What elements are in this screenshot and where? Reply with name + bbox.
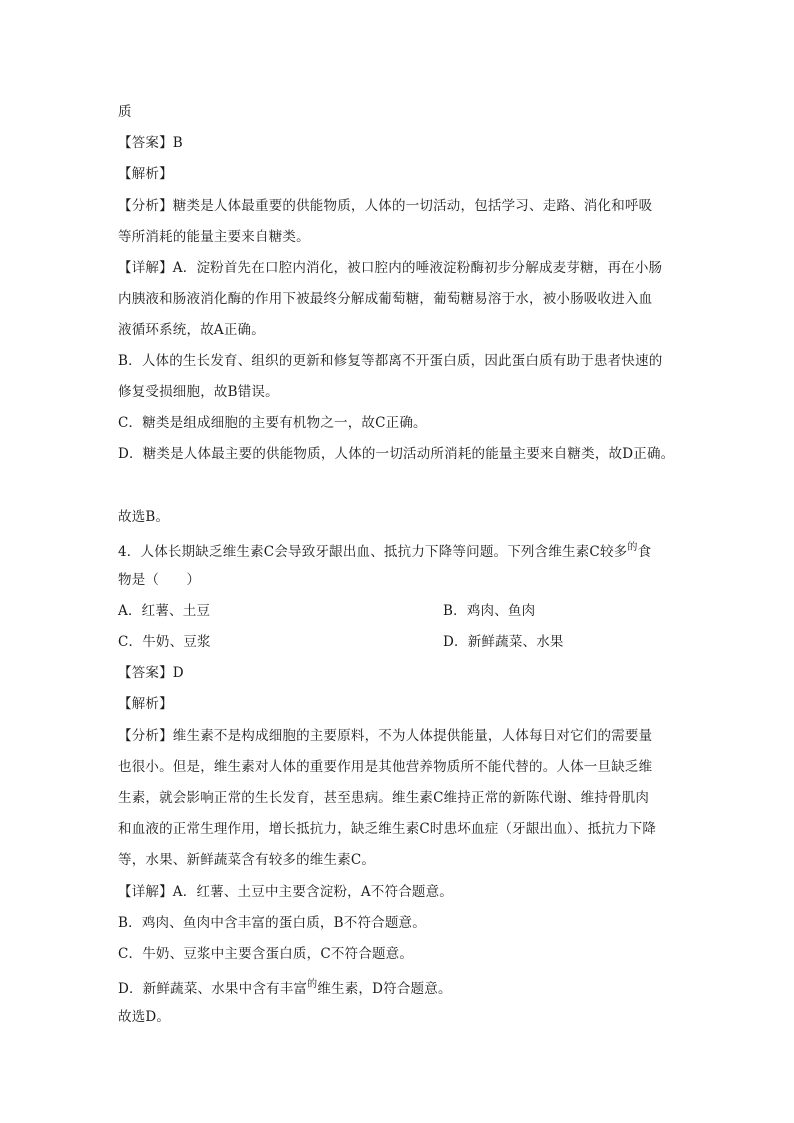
q4-xiangjie-line-1: 【详解】A．红薯、土豆中主要含淀粉，A不符合题意。 — [118, 884, 453, 900]
q3-answer: 【答案】B — [118, 135, 183, 151]
q3-analysis-heading: 【解析】 — [118, 166, 173, 182]
q4-conclusion: 故选D。 — [118, 1009, 171, 1025]
q4-analysis-heading: 【解析】 — [118, 696, 173, 712]
q4-xiangjie-line-4 — [118, 979, 452, 1001]
q3-xiangjie-line-5: 修复受损细胞，故B错误。 — [118, 384, 279, 400]
q4-option-a: A．红薯、土豆 — [118, 603, 211, 619]
q3-xiangjie-line-7: D．糖类是人体最主要的供能物质，人体的一切活动所消耗的能量主要来自糖类，故D正确。 — [118, 446, 675, 462]
q4-xiangjie-line-3: C．牛奶、豆浆中主要含蛋白质，C不符合题意。 — [118, 946, 414, 962]
q4-option-b: B．鸡肉、鱼肉 — [443, 603, 536, 619]
q4-option-d: D．新鲜蔬菜、水果 — [443, 634, 564, 650]
q4-xiangjie-d-tail: 维生素，D符合题意。 — [317, 981, 452, 997]
q4-fenxi-line-2: 也很小。但是，维生素对人体的重要作用是其他营养物质所不能代替的。人体一旦缺乏维 — [118, 759, 653, 775]
q4-xiangjie-line-2: B．鸡肉、鱼肉中含丰富的蛋白质，B不符合题意。 — [118, 915, 426, 931]
q4-stem-superscript: 的 — [627, 542, 638, 553]
q4-stem-tail: 食 — [637, 544, 652, 560]
q4-stem-text: 4．人体长期缺乏维生素C会导致牙龈出血、抵抗力下降等问题。下列含维生素C较多 — [118, 544, 628, 560]
q3-fenxi-line-1: 【分析】糖类是人体最重要的供能物质，人体的一切活动，包括学习、走路、消化和呼吸 — [118, 198, 653, 214]
q3-xiangjie-line-4: B．人体的生长发育、组织的更新和修复等都离不开蛋白质，因此蛋白质有助于患者快速的 — [118, 353, 663, 369]
q3-xiangjie-line-1: 【详解】A．淀粉首先在口腔内消化，被口腔内的唾液淀粉酶初步分解成麦芽糖，再在小肠 — [118, 260, 663, 276]
q4-option-c: C．牛奶、豆浆 — [118, 634, 211, 650]
previous-question-tail: 质 — [118, 104, 132, 120]
q4-fenxi-line-1: 【分析】维生素不是构成细胞的主要原料，不为人体提供能量，人体每日对它们的需要量 — [118, 728, 653, 744]
q4-fenxi-line-4: 和血液的正常生理作用，增长抵抗力，缺乏维生素C时患坏血症（牙龈出血）、抵抗力下降 — [118, 821, 657, 837]
q3-xiangjie-line-6: C．糖类是组成细胞的主要有机物之一，故C正确。 — [118, 415, 427, 431]
q4-xiangjie-d-text: D．新鲜蔬菜、水果中含有丰富 — [118, 981, 308, 997]
q4-fenxi-line-5: 等，水果、新鲜蔬菜含有较多的维生素C。 — [118, 852, 376, 868]
q4-stem-line-2: 物是（ ） — [118, 572, 201, 588]
q4-stem-line-1 — [118, 542, 651, 564]
q3-xiangjie-line-3: 液循环系统，故A正确。 — [118, 322, 265, 338]
q3-fenxi-line-2: 等所消耗的能量主要来自糖类。 — [118, 229, 310, 245]
q4-xiangjie-d-superscript: 的 — [307, 979, 318, 990]
q4-answer: 【答案】D — [118, 665, 184, 681]
q3-conclusion: 故选B。 — [118, 509, 170, 525]
q3-xiangjie-line-2: 内胰液和肠液消化酶的作用下被最终分解成葡萄糖，葡萄糖易溶于水，被小肠吸收进入血 — [118, 291, 653, 307]
q4-fenxi-line-3: 生素，就会影响正常的生长发育，甚至患病。维生素C维持正常的新陈代谢、维持骨肌肉 — [118, 790, 650, 806]
